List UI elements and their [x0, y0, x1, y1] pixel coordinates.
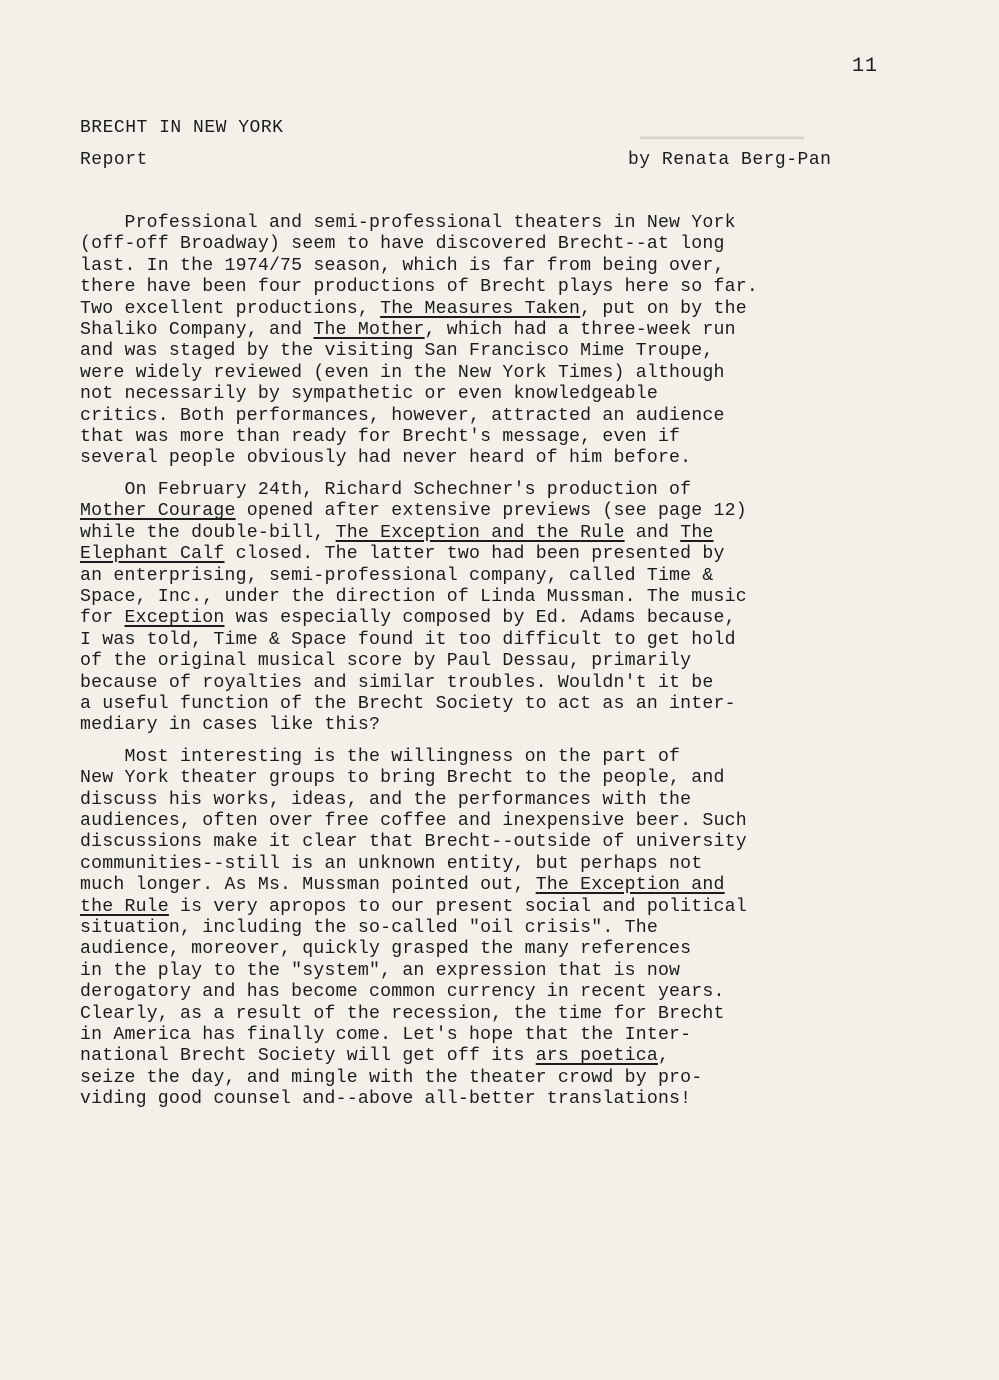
underlined-title: The	[680, 522, 714, 543]
text-line	[80, 299, 900, 320]
text-run: , which had a three-week run	[424, 320, 736, 341]
text-run: several people obviously had never heard of him before.	[80, 448, 692, 469]
text-run: that was more than ready for Brecht's message, even if	[80, 427, 681, 448]
text-run: closed. The latter two had been presented by	[224, 544, 725, 565]
text-run: last. In the 1974/75 season, which is far from being over,	[80, 255, 725, 276]
underlined-title: ars poetica	[535, 1046, 658, 1067]
text-line	[80, 448, 900, 469]
text-line	[80, 544, 900, 565]
text-line	[80, 1089, 900, 1110]
text-run: discussions make it clear that Brecht--outside of university	[80, 832, 747, 853]
text-line	[80, 694, 900, 715]
article-body	[80, 213, 900, 1121]
text-run: a useful function of the Brecht Society to act as an inter-	[80, 693, 736, 714]
text-line	[80, 811, 900, 832]
text-run: was especially composed by Ed. Adams because,	[224, 608, 736, 629]
text-run: discuss his works, ideas, and the performances with the	[80, 789, 692, 810]
text-run: Shaliko Company, and	[80, 320, 314, 341]
text-run: and was staged by the visiting San Francisco Mime Troupe,	[80, 341, 714, 362]
text-run: mediary in cases like this?	[80, 715, 381, 736]
text-line	[80, 768, 900, 789]
text-line	[80, 320, 900, 341]
text-run: is very apropos to our present social and political	[168, 896, 747, 917]
text-run: opened after extensive previews (see page 12)	[235, 501, 747, 522]
text-run: seize the day, and mingle with the theater crowd by pro-	[80, 1067, 703, 1088]
text-line	[80, 234, 900, 255]
text-run: Two excellent productions,	[80, 298, 381, 319]
text-line	[80, 1004, 900, 1025]
text-line	[80, 566, 900, 587]
underlined-title: Mother Courage	[80, 501, 236, 522]
underlined-title: The Measures Taken	[380, 298, 581, 319]
text-run: an enterprising, semi-professional company, called Time &	[80, 565, 714, 586]
text-line	[80, 480, 900, 501]
text-run: viding good counsel and--above all-better translations!	[80, 1089, 692, 1110]
text-run: in the play to the "system", an expression that is now	[80, 960, 681, 981]
text-run: and	[624, 522, 681, 543]
text-run: derogatory and has become common currency in recent years.	[80, 982, 725, 1003]
text-run: (off-off Broadway) seem to have discovered Brecht--at long	[80, 234, 725, 255]
underlined-title: The Exception and the Rule	[335, 522, 625, 543]
text-line	[80, 213, 900, 234]
text-run: audiences, often over free coffee and inexpensive beer. Such	[80, 810, 747, 831]
text-run: I was told, Time & Space found it too difficult to get hold	[80, 629, 736, 650]
text-line	[80, 939, 900, 960]
text-line	[80, 608, 900, 629]
text-run: were widely reviewed (even in the New York Times) although	[80, 362, 725, 383]
reverse-side-bleed-through: ▁▁▁▁▁▁▁▁▁▁▁▁▁▁▁▁	[640, 122, 804, 141]
text-run: , put on by the	[580, 298, 747, 319]
text-run: Clearly, as a result of the recession, the time for Brecht	[80, 1003, 725, 1024]
paragraph	[80, 213, 900, 470]
text-line	[80, 1025, 900, 1046]
paragraph	[80, 747, 900, 1111]
text-line	[80, 341, 900, 362]
text-run: not necessarily by sympathetic or even knowledgeable	[80, 384, 658, 405]
article-title: BRECHT IN NEW YORK	[80, 118, 284, 138]
text-line	[80, 918, 900, 939]
paragraph	[80, 480, 900, 737]
text-line	[80, 747, 900, 768]
text-line	[80, 961, 900, 982]
underlined-title: Elephant Calf	[80, 544, 225, 565]
text-run: New York theater groups to bring Brecht to the people, and	[80, 768, 725, 789]
text-line	[80, 651, 900, 672]
text-run: of the original musical score by Paul Dessau, primarily	[80, 651, 692, 672]
text-line	[80, 587, 900, 608]
text-line	[80, 854, 900, 875]
text-run: On February 24th, Richard Schechner's production of	[80, 479, 692, 500]
text-line	[80, 790, 900, 811]
text-run: because of royalties and similar troubles. Wouldn't it be	[80, 672, 714, 693]
text-line	[80, 897, 900, 918]
page-number: 11	[852, 55, 879, 78]
text-line	[80, 406, 900, 427]
author-byline: by Renata Berg-Pan	[628, 150, 832, 170]
underlined-title: Exception	[124, 608, 225, 629]
underlined-title: the Rule	[80, 896, 169, 917]
text-run: in America has finally come. Let's hope that the Inter-	[80, 1025, 692, 1046]
text-line	[80, 832, 900, 853]
report-label: Report	[80, 150, 148, 170]
text-line	[80, 1068, 900, 1089]
text-line	[80, 277, 900, 298]
text-line	[80, 256, 900, 277]
text-run: national Brecht Society will get off its	[80, 1046, 536, 1067]
underlined-title: The Mother	[313, 320, 425, 341]
text-line	[80, 715, 900, 736]
text-run: critics. Both performances, however, attracted an audience	[80, 405, 725, 426]
text-run: much longer. As Ms. Mussman pointed out,	[80, 875, 536, 896]
text-run: while the double-bill,	[80, 522, 336, 543]
text-line	[80, 363, 900, 384]
text-line	[80, 673, 900, 694]
text-run: communities--still is an unknown entity, but perhaps not	[80, 853, 703, 874]
text-run: ,	[657, 1046, 670, 1067]
text-line	[80, 523, 900, 544]
text-line	[80, 501, 900, 522]
text-run: for	[80, 608, 125, 629]
text-run: situation, including the so-called "oil crisis". The	[80, 918, 658, 938]
text-run: Most interesting is the willingness on the part of	[80, 746, 681, 767]
text-line	[80, 427, 900, 448]
text-run: there have been four productions of Brecht plays here so far.	[80, 277, 758, 298]
text-run: Professional and semi-professional theaters in New York	[80, 213, 736, 233]
underlined-title: The Exception and	[535, 875, 725, 896]
text-run: Space, Inc., under the direction of Linda Mussman. The music	[80, 586, 747, 607]
text-line	[80, 982, 900, 1003]
text-line	[80, 384, 900, 405]
text-line	[80, 1046, 900, 1067]
text-line	[80, 630, 900, 651]
text-line	[80, 875, 900, 896]
text-run: audience, moreover, quickly grasped the many references	[80, 939, 692, 960]
